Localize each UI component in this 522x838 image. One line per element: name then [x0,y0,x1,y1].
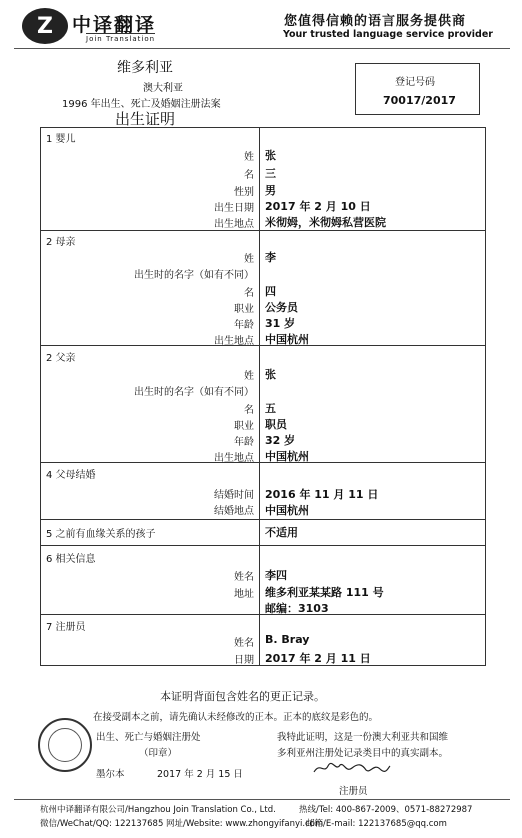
informant-postcode: 邮编：3103 [265,602,329,615]
infant-pob-label: 出生地点 [214,219,254,230]
section-infant-heading: 1 婴儿 [46,134,76,145]
father-pob-label: 出生地点 [214,453,254,464]
section-registrar-heading: 7 注册员 [46,622,86,633]
registry-office: 出生、死亡与婚姻注册处 [96,732,201,743]
father-age: 32 岁 [265,434,296,447]
mother-age-label: 年龄 [234,320,254,331]
signature-icon [312,760,392,776]
issue-city: 墨尔本 [96,769,125,780]
infant-dob: 2017 年 2 月 10 日 [265,200,371,213]
informant-name-label: 姓名 [234,572,254,583]
section-siblings-heading: 5 之前有血缘关系的孩子 [46,529,156,540]
informant-address: 维多利亚某某路 111 号 [265,586,384,599]
mother-given: 四 [265,285,276,298]
infant-given: 三 [265,167,276,180]
registration-label: 登记号码 [395,77,435,88]
slogan: 您值得信赖的语言服务提供商 [284,14,467,29]
infant-dob-label: 出生日期 [214,203,254,214]
email: 邮箱/E-mail: 122137685@qq.com [306,819,447,829]
registrar-signature-label: 注册员 [339,786,368,797]
mother-surname-label: 姓 [244,254,254,265]
father-age-label: 年龄 [234,437,254,448]
mother-surname: 李 [265,251,276,264]
father-surname-label: 姓 [244,371,254,382]
seal-label: （印章） [139,748,178,759]
section-father-heading: 2 父亲 [46,353,76,364]
registrar-date-label: 日期 [234,655,254,666]
infant-sex-label: 性别 [234,187,254,198]
registration-number: 70017/2017 [383,94,456,107]
registrar-name-label: 姓名 [234,638,254,649]
mother-birthname-label: 出生时的名字（如有不同） [134,270,254,281]
country-name: 澳大利亚 [143,83,183,94]
mother-job: 公务员 [265,301,298,314]
siblings-value: 不适用 [265,526,298,539]
issue-date: 2017 年 2 月 15 日 [157,769,243,780]
certification-line-2: 多利亚州注册处记录类目中的真实副本。 [277,748,449,759]
company-name: 杭州中译翻译有限公司/Hangzhou Join Translation Co., Ltd. [40,805,276,815]
father-surname: 张 [265,368,276,381]
father-given: 五 [265,402,276,415]
father-job-label: 职业 [234,421,254,432]
informant-name: 李四 [265,569,287,582]
marriage-place-label: 结婚地点 [214,506,254,517]
mother-given-label: 名 [244,288,254,299]
copy-warning: 在接受副本之前，请先确认未经修改的正本。正本的底纹是彩色的。 [93,712,379,723]
hotline: 热线/Tel: 400-867-2009、0571-88272987 [299,805,473,815]
registration-box [355,63,480,115]
slogan-en: Your trusted language service provider [283,29,493,40]
mother-age: 31 岁 [265,317,296,330]
mother-pob-label: 出生地点 [214,336,254,347]
brand-name-en: Join Translation [86,35,156,43]
infant-surname: 张 [265,149,276,162]
certification-line-1: 我特此证明，这是一份澳大利亚共和国维 [277,732,449,743]
section-mother-heading: 2 母亲 [46,237,76,248]
father-pob: 中国杭州 [265,450,309,463]
infant-sex: 男 [265,184,276,197]
act-title: 1996 年出生、死亡及婚姻注册法案 [62,99,221,110]
registrar-date: 2017 年 2 月 11 日 [265,652,371,665]
mother-pob: 中国杭州 [265,333,309,346]
father-given-label: 名 [244,405,254,416]
wechat-website: 微信/WeChat/QQ: 122137685 网址/Website: www.zhongyifanyi.com [40,819,324,829]
state-name: 维多利亚 [117,60,173,76]
document-title: 出生证明 [115,110,176,128]
row-divider [40,614,486,615]
section-marriage-heading: 4 父母结婚 [46,470,96,481]
correction-note: 本证明背面包含姓名的更正记录。 [160,690,325,703]
row-divider [40,545,486,546]
infant-pob: 米彻姆，米彻姆私营医院 [265,216,386,229]
infant-surname-label: 姓 [244,152,254,163]
mother-job-label: 职业 [234,304,254,315]
infant-given-label: 名 [244,170,254,181]
father-birthname-label: 出生时的名字（如有不同） [134,387,254,398]
marriage-time-label: 结婚时间 [214,490,254,501]
column-divider [259,127,260,666]
header-divider [14,48,510,49]
marriage-time: 2016 年 11 月 11 日 [265,488,379,501]
seal-inner-ring [48,728,82,762]
row-divider [40,519,486,520]
brand-name: 中译翻译 [72,14,157,36]
father-job: 职员 [265,418,287,431]
logo-letter: Z [37,13,53,39]
marriage-place: 中国杭州 [265,504,309,517]
section-informant-heading: 6 相关信息 [46,554,96,565]
footer-divider [14,799,510,800]
row-divider [40,230,486,231]
informant-addr-label: 地址 [234,589,254,600]
registrar-name: B. Bray [265,633,310,646]
